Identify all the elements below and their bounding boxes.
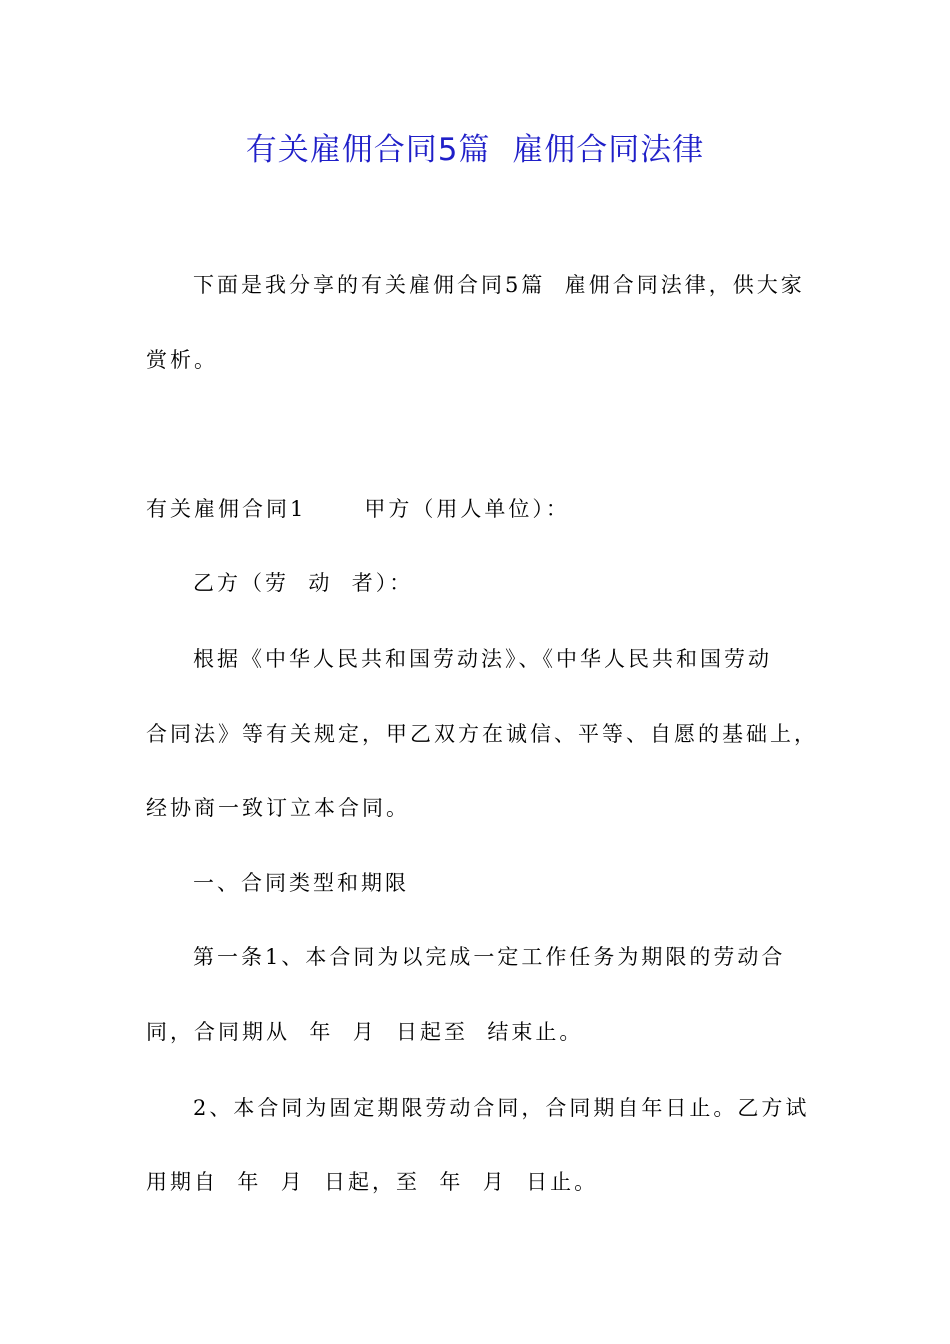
paragraph-line: 乙方（劳 动 者）：: [193, 571, 414, 595]
paragraph-line: 赏析。: [146, 348, 218, 372]
paragraph-line: 同，合同期从 年 月 日起至 结束止。: [146, 1020, 584, 1044]
paragraph-line: 第一条1、本合同为以完成一定工作任务为期限的劳动合: [193, 945, 786, 969]
paragraph-line: 2、本合同为固定期限劳动合同，合同期自年日止。乙方试: [193, 1096, 810, 1120]
paragraph-line: 下面是我分享的有关雇佣合同5篇 雇佣合同法律，供大家: [193, 273, 805, 297]
paragraph-line: 经协商一致订立本合同。: [146, 796, 410, 820]
paragraph-line: 合同法》等有关规定，甲乙双方在诚信、平等、自愿的基础上，: [146, 722, 818, 746]
section-heading-line: 有关雇佣合同1 甲方（用人单位）：: [146, 497, 570, 521]
paragraph-line: 用期自 年 月 日起，至 年 月 日止。: [146, 1170, 599, 1194]
document-title: 有关雇佣合同5篇 雇佣合同法律: [245, 132, 705, 168]
paragraph-line: 根据《中华人民共和国劳动法》、《中华人民共和国劳动: [193, 647, 772, 671]
clause-heading-line: 一、合同类型和期限: [193, 871, 409, 895]
